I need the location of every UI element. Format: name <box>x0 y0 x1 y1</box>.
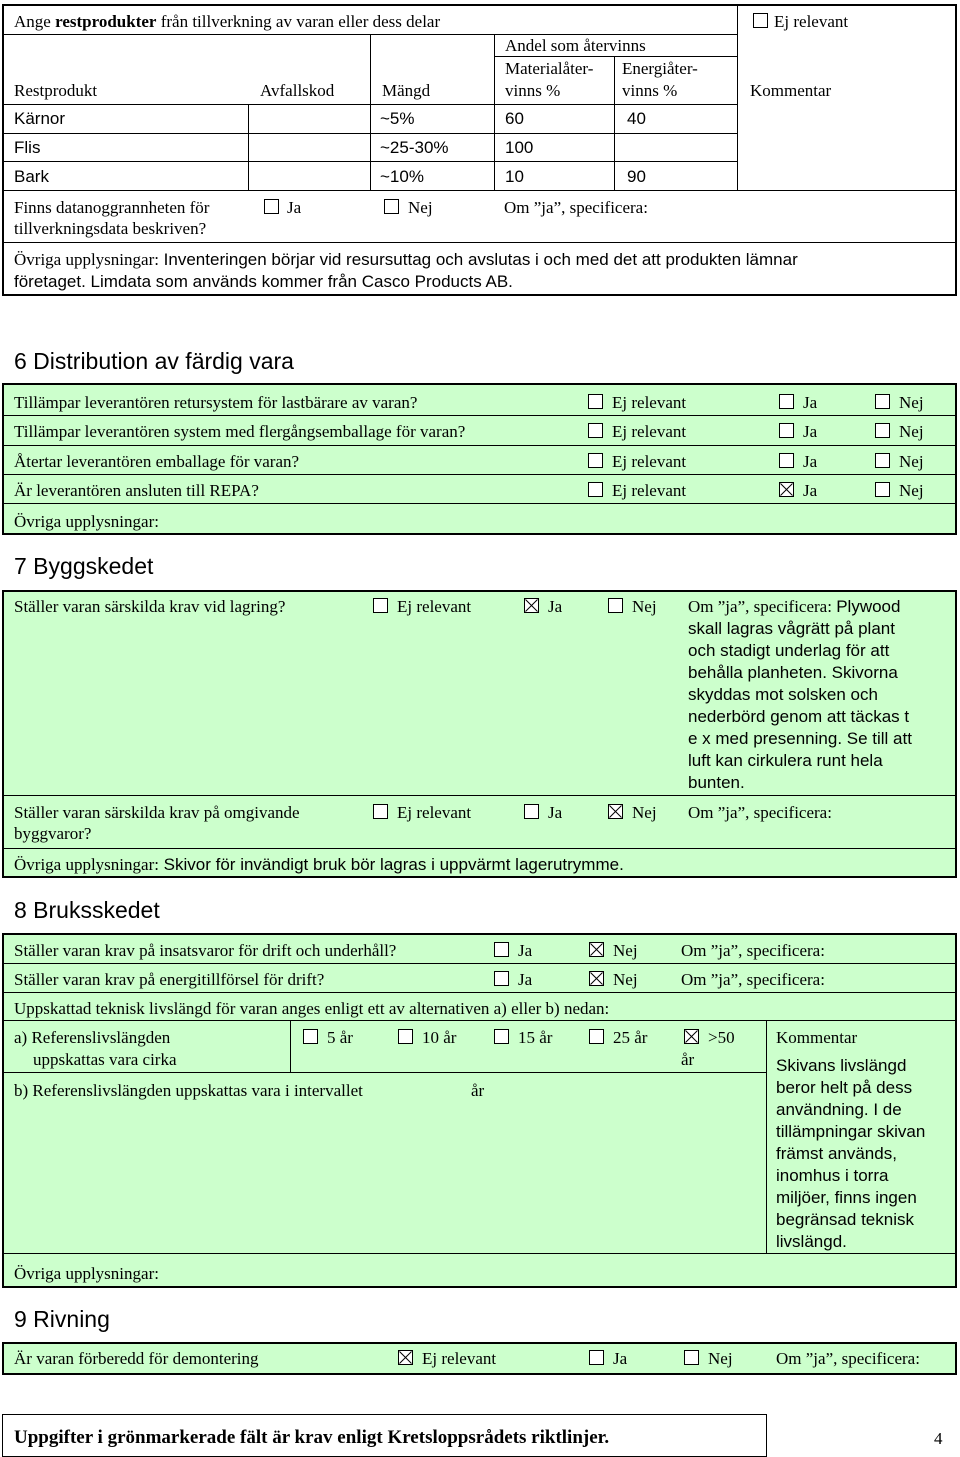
rest-row-material[interactable]: 10 <box>505 167 524 186</box>
nej-label: Nej <box>708 1349 733 1368</box>
nej-checkbox[interactable] <box>608 598 623 613</box>
rest-row-energi[interactable]: 40 <box>627 109 646 128</box>
restprodukter-heading <box>14 11 440 32</box>
om-ja-label: Om ”ja”, specificera: <box>681 970 825 989</box>
ja-checkbox[interactable] <box>494 971 509 986</box>
nej-checkbox[interactable] <box>589 942 604 957</box>
precision-question-2: tillverkningsdata beskriven? <box>14 219 207 238</box>
ej-relevant-checkbox[interactable] <box>588 423 603 438</box>
rest-row-energi[interactable]: 90 <box>627 167 646 186</box>
col-material-1: Materialåter- <box>505 59 594 78</box>
andel-header: Andel som återvinns <box>505 36 646 55</box>
nej-label: Nej <box>613 941 638 960</box>
specify-text[interactable]: bunten. <box>688 773 745 792</box>
kommentar-text[interactable]: inomhus i torra <box>776 1166 889 1185</box>
nej-label: Nej <box>899 481 924 500</box>
ja-checkbox[interactable] <box>524 804 539 819</box>
ja-label: Ja <box>548 803 563 822</box>
ej-relevant-label: Ej relevant <box>612 481 687 500</box>
ej-relevant-label: Ej relevant <box>612 393 687 412</box>
kommentar-text[interactable]: begränsad teknisk <box>776 1210 914 1229</box>
ovriga-text-1[interactable]: Inventeringen börjar vid resursuttag och avslutas i och med det att produkten lämnar <box>158 250 798 269</box>
precision-question-1: Finns datanoggrannheten för <box>14 198 210 217</box>
kommentar-text[interactable]: miljöer, finns ingen <box>776 1188 917 1207</box>
ja-checkbox[interactable] <box>494 942 509 957</box>
ej-relevant-label: Ej relevant <box>397 803 472 822</box>
rest-row-mangd[interactable]: ~5% <box>380 109 415 128</box>
precision-ja-checkbox[interactable] <box>264 199 279 214</box>
ja-label: Ja <box>518 941 533 960</box>
col-kommentar: Kommentar <box>750 81 832 100</box>
rest-ej-relevant-checkbox[interactable] <box>753 13 768 28</box>
rest-row-material[interactable]: 60 <box>505 109 524 128</box>
ja-checkbox[interactable] <box>779 453 794 468</box>
rest-ej-relevant-label: Ej relevant <box>774 12 849 31</box>
ej-relevant-checkbox[interactable] <box>588 482 603 497</box>
distribution-question: Tillämpar leverantören system med flergångsemballage för varan? <box>14 422 466 441</box>
livslangd-10-label: 10 år <box>422 1028 457 1047</box>
ej-relevant-label: Ej relevant <box>422 1349 497 1368</box>
ej-relevant-checkbox[interactable] <box>373 598 388 613</box>
omgivande-om-ja-label: Om ”ja”, specificera: <box>688 803 832 822</box>
ja-label: Ja <box>803 393 818 412</box>
option-b-text: b) Referenslivslängden uppskattas vara i intervallet <box>14 1081 363 1100</box>
nej-label: Nej <box>632 597 657 616</box>
nej-checkbox[interactable] <box>589 971 604 986</box>
ja-checkbox[interactable] <box>779 482 794 497</box>
kommentar-label: Kommentar <box>776 1028 858 1047</box>
livslangd-10-checkbox[interactable] <box>398 1029 413 1044</box>
specify-text[interactable]: e x med presenning. Se till att <box>688 729 912 748</box>
bruksskedet-q1: Ställer varan krav på insatsvaror för drift och underhåll? <box>14 941 397 960</box>
rest-row-name: Kärnor <box>14 109 66 128</box>
precision-nej-checkbox[interactable] <box>384 199 399 214</box>
byggskedet-q2-line1: Ställer varan särskilda krav på omgivande <box>14 803 300 822</box>
ja-label: Ja <box>613 1349 628 1368</box>
kommentar-text[interactable]: tillämpningar skivan <box>776 1122 926 1141</box>
ej-relevant-checkbox[interactable] <box>398 1350 413 1365</box>
ej-relevant-label: Ej relevant <box>612 422 687 441</box>
byggskedet-q1: Ställer varan särskilda krav vid lagring? <box>14 597 286 616</box>
kommentar-text[interactable]: Skivans livslängd <box>776 1056 907 1075</box>
specify-text[interactable]: och stadigt underlag för att <box>688 641 890 660</box>
ja-label: Ja <box>803 422 818 441</box>
precision-ja-label: Ja <box>287 198 302 217</box>
livslangd-15-label: 15 år <box>518 1028 553 1047</box>
nej-checkbox[interactable] <box>875 423 890 438</box>
heading-prefix: Ange <box>14 12 56 31</box>
ja-checkbox[interactable] <box>589 1350 604 1365</box>
section-7-heading: 7 Byggskedet <box>14 553 154 579</box>
heading-bold: restprodukter <box>55 12 157 31</box>
nej-checkbox[interactable] <box>684 1350 699 1365</box>
ja-label: Ja <box>803 452 818 471</box>
livslangd-15-checkbox[interactable] <box>494 1029 509 1044</box>
ja-label: Ja <box>518 970 533 989</box>
livslangd-50-label-1: >50 <box>708 1028 735 1047</box>
ej-relevant-label: Ej relevant <box>612 452 687 471</box>
rest-row-mangd[interactable]: ~10% <box>380 167 424 186</box>
section-9-heading: 9 Rivning <box>14 1306 110 1332</box>
ovriga-label: Övriga upplysningar: <box>14 250 159 269</box>
col-energi-1: Energiåter- <box>622 59 698 78</box>
col-restprodukt: Restprodukt <box>14 81 98 100</box>
kommentar-text[interactable]: användning. I de <box>776 1100 902 1119</box>
byggskedet-ovriga <box>14 854 624 875</box>
livslangd-25-checkbox[interactable] <box>589 1029 604 1044</box>
heading-suffix: från tillverkning av varan eller dess delar <box>156 12 441 31</box>
om-ja-label: Om ”ja”, specificera: <box>681 941 825 960</box>
rivning-question: Är varan förberedd för demontering <box>14 1349 259 1368</box>
nej-checkbox[interactable] <box>875 453 890 468</box>
nej-label: Nej <box>632 803 657 822</box>
rest-row-material[interactable]: 100 <box>505 138 534 157</box>
ovriga-text[interactable]: Skivor för invändigt bruk bör lagras i uppvärmt lagerutrymme. <box>158 855 624 874</box>
col-mangd: Mängd <box>382 81 431 100</box>
nej-label: Nej <box>899 422 924 441</box>
precision-om-ja: Om ”ja”, specificera: <box>504 198 648 217</box>
specify-text[interactable]: skyddas mot solsken och <box>688 685 878 704</box>
livslangd-50-checkbox[interactable] <box>684 1029 699 1044</box>
distribution-question: Är leverantören ansluten till REPA? <box>14 481 259 500</box>
rest-ovriga <box>14 249 798 270</box>
nej-checkbox[interactable] <box>875 394 890 409</box>
option-a-line1: a) Referenslivslängden <box>14 1028 171 1047</box>
om-ja-label: Om ”ja”, specificera: <box>688 597 832 616</box>
kommentar-text[interactable]: beror helt på dess <box>776 1078 913 1097</box>
col-avfallskod: Avfallskod <box>260 81 335 100</box>
ej-relevant-checkbox[interactable] <box>588 394 603 409</box>
nej-label: Nej <box>899 393 924 412</box>
ovriga-label: Övriga upplysningar: <box>14 855 159 874</box>
distribution-question: Tillämpar leverantören retursystem för lastbärare av varan? <box>14 393 418 412</box>
rest-row-name: Flis <box>14 138 41 157</box>
ja-checkbox[interactable] <box>524 598 539 613</box>
livslangd-5-checkbox[interactable] <box>303 1029 318 1044</box>
nej-label: Nej <box>613 970 638 989</box>
ej-relevant-label: Ej relevant <box>397 597 472 616</box>
footer-note: Uppgifter i grönmarkerade fält är krav enligt Kretsloppsrådets riktlinjer. <box>14 1427 610 1448</box>
specify-text[interactable]: nederbörd genom att täckas t <box>688 707 910 726</box>
ovriga-text-2[interactable]: företaget. Limdata som används kommer från Casco Products AB. <box>14 272 513 291</box>
livslangd-50-label-2: år <box>681 1050 695 1069</box>
distribution-ovriga-label: Övriga upplysningar: <box>14 512 159 531</box>
nej-label: Nej <box>899 452 924 471</box>
nej-checkbox[interactable] <box>875 482 890 497</box>
livslangd-5-label: 5 år <box>327 1028 353 1047</box>
om-ja-label: Om ”ja”, specificera: <box>776 1349 920 1368</box>
distribution-question: Återtar leverantören emballage för varan? <box>14 452 300 471</box>
col-energi-2: vinns % <box>622 81 678 100</box>
rest-row-mangd[interactable]: ~25-30% <box>380 138 449 157</box>
option-b-unit: år <box>471 1081 485 1100</box>
bruksskedet-ovriga-label: Övriga upplysningar: <box>14 1264 159 1283</box>
bruksskedet-q2: Ställer varan krav på energitillförsel för drift? <box>14 970 325 989</box>
ja-checkbox[interactable] <box>779 394 794 409</box>
specify-text[interactable]: skall lagras vågrätt på plant <box>688 619 895 638</box>
kommentar-text[interactable]: livslängd. <box>776 1232 847 1251</box>
livslangd-question: Uppskattad teknisk livslängd för varan anges enligt ett av alternativen a) eller b) nedan: <box>14 999 610 1018</box>
page-number: 4 <box>934 1429 943 1448</box>
rest-row-name: Bark <box>14 167 49 186</box>
ja-label: Ja <box>803 481 818 500</box>
section-8-heading: 8 Bruksskedet <box>14 897 160 923</box>
specify-text[interactable]: behålla planheten. Skivorna <box>688 663 898 682</box>
lagring-specify <box>688 596 900 617</box>
nej-checkbox[interactable] <box>608 804 623 819</box>
col-material-2: vinns % <box>505 81 561 100</box>
section-6-heading: 6 Distribution av färdig vara <box>14 348 294 374</box>
specify-text[interactable]: Plywood <box>836 597 901 616</box>
ja-label: Ja <box>548 597 563 616</box>
livslangd-25-label: 25 år <box>613 1028 648 1047</box>
ej-relevant-checkbox[interactable] <box>373 804 388 819</box>
specify-text[interactable]: luft kan cirkulera runt hela <box>688 751 883 770</box>
option-a-line2: uppskattas vara cirka <box>33 1050 177 1069</box>
ej-relevant-checkbox[interactable] <box>588 453 603 468</box>
ja-checkbox[interactable] <box>779 423 794 438</box>
kommentar-text[interactable]: främst används, <box>776 1144 897 1163</box>
byggskedet-q2-line2: byggvaror? <box>14 824 92 843</box>
precision-nej-label: Nej <box>408 198 433 217</box>
